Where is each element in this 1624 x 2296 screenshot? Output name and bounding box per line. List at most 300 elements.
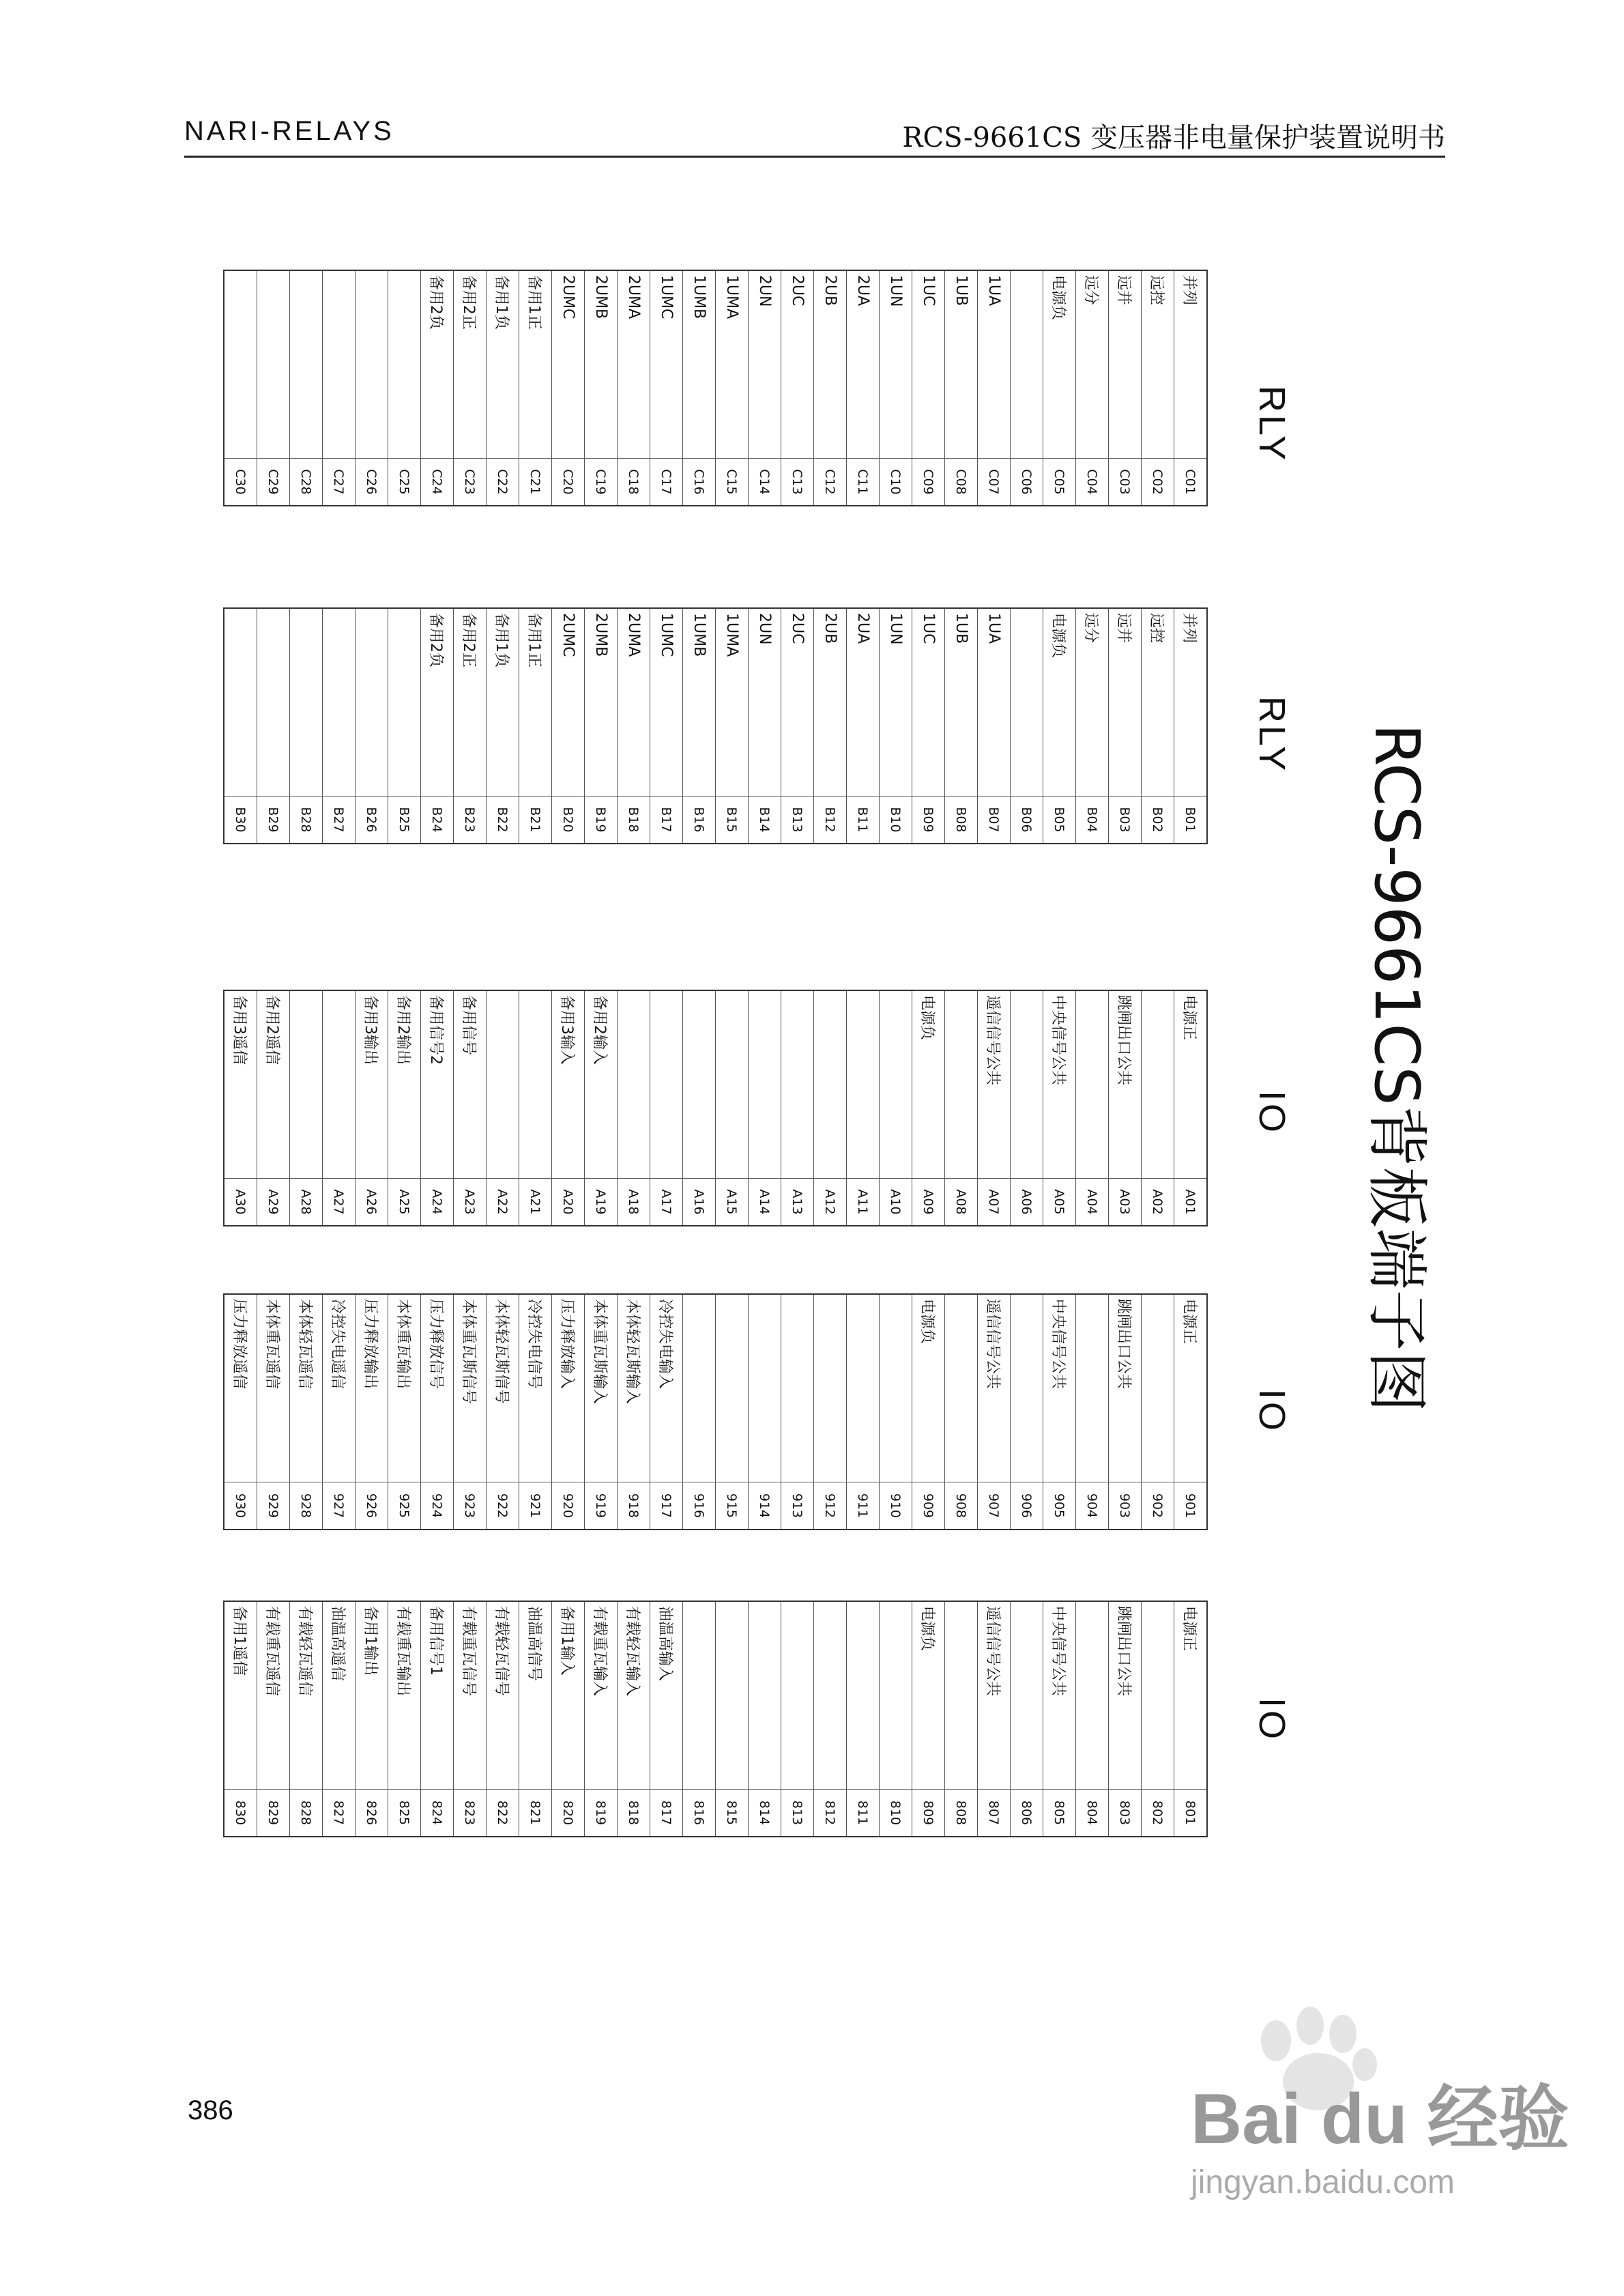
table-row [290, 608, 323, 844]
table-row [683, 1294, 716, 1530]
table-row [650, 1294, 683, 1530]
terminal-pin-id: C14 [749, 459, 781, 506]
terminal-signal-name: 备用3输入 [552, 990, 585, 1179]
terminal-pin-id: A03 [1109, 1179, 1142, 1226]
terminal-pin-id: 924 [421, 1482, 454, 1530]
terminal-pin-id: C10 [880, 459, 912, 506]
terminal-signal-name: 电源负 [1043, 270, 1076, 459]
table-row [519, 1601, 552, 1837]
terminal-signal-name: 备用1输出 [356, 1601, 388, 1790]
terminal-pin-id: B21 [519, 797, 552, 844]
terminal-signal-name: 2UC [781, 608, 814, 797]
terminal-signal-name: 本体轻瓦斯信号 [487, 1294, 519, 1482]
table-row [716, 990, 749, 1226]
table-row [224, 608, 257, 844]
table-row [814, 270, 847, 506]
table-row [290, 1601, 323, 1837]
terminal-signal-name [1076, 1294, 1109, 1482]
terminal-pin-id: B09 [912, 797, 945, 844]
terminal-pin-id: 803 [1109, 1790, 1142, 1837]
terminal-signal-name: 2UN [749, 270, 781, 459]
table-row [356, 1294, 388, 1530]
terminal-pin-id: 814 [749, 1790, 781, 1837]
terminal-signal-name [683, 1601, 716, 1790]
terminal-pin-id: C18 [618, 459, 650, 506]
terminal-signal-name [323, 270, 356, 459]
terminal-signal-name [749, 1601, 781, 1790]
table-row [814, 1294, 847, 1530]
block-label: RLY [1251, 386, 1292, 463]
terminal-pin-id: 811 [847, 1790, 880, 1837]
terminal-pin-id: B03 [1109, 797, 1142, 844]
table-row [1174, 270, 1208, 506]
terminal-pin-id: B11 [847, 797, 880, 844]
table-row [1043, 1601, 1076, 1837]
terminal-signal-name: 1UN [880, 270, 912, 459]
terminal-signal-name [880, 990, 912, 1179]
terminal-signal-name: 备用1正 [519, 608, 552, 797]
terminal-signal-name: 备用1负 [487, 608, 519, 797]
terminal-pin-id: A29 [257, 1179, 290, 1226]
table-row [454, 608, 487, 844]
table-row [978, 1601, 1011, 1837]
terminal-pin-id: 829 [257, 1790, 290, 1837]
block-label: IO [1251, 1389, 1292, 1434]
terminal-signal-name: 压力释放信号 [421, 1294, 454, 1482]
terminal-pin-id: 914 [749, 1482, 781, 1530]
terminal-pin-id: 830 [224, 1790, 257, 1837]
terminal-signal-name: 备用信号2 [421, 990, 454, 1179]
terminal-signal-name: 远分 [1076, 270, 1109, 459]
terminal-pin-id: C06 [1011, 459, 1043, 506]
terminal-signal-name: 有载重瓦输出 [388, 1601, 421, 1790]
terminal-signal-name: 本体重瓦输出 [388, 1294, 421, 1482]
terminal-signal-name: 2UMA [618, 608, 650, 797]
table-row [1109, 990, 1142, 1226]
table-row [781, 608, 814, 844]
terminal-pin-id: 822 [487, 1790, 519, 1837]
terminal-pin-id: C22 [487, 459, 519, 506]
terminal-pin-id: 801 [1174, 1790, 1208, 1837]
terminal-pin-id: B28 [290, 797, 323, 844]
terminal-pin-id: 820 [552, 1790, 585, 1837]
terminal-table [223, 1293, 1208, 1530]
terminal-signal-name: 并列 [1174, 270, 1208, 459]
table-row [356, 608, 388, 844]
terminal-pin-id: C28 [290, 459, 323, 506]
table-row [945, 608, 978, 844]
terminal-pin-id: C15 [716, 459, 749, 506]
terminal-pin-id: C12 [814, 459, 847, 506]
terminal-signal-name: 备用1正 [519, 270, 552, 459]
table-row [552, 270, 585, 506]
terminal-signal-name: 冷控失电信号 [519, 1294, 552, 1482]
terminal-signal-name [257, 270, 290, 459]
terminal-signal-name: 备用1遥信 [224, 1601, 257, 1790]
terminal-signal-name: 有载轻瓦遥信 [290, 1601, 323, 1790]
terminal-signal-name: 遥信信号公共 [978, 1601, 1011, 1790]
terminal-pin-id: A02 [1142, 1179, 1174, 1226]
terminal-signal-name [388, 270, 421, 459]
terminal-signal-name [1142, 1294, 1174, 1482]
terminal-signal-name: 1UA [978, 270, 1011, 459]
watermark-url: jingyan.baidu.com [1191, 2164, 1455, 2200]
terminal-pin-id: 915 [716, 1482, 749, 1530]
terminal-signal-name [814, 990, 847, 1179]
terminal-pin-id: 917 [650, 1482, 683, 1530]
terminal-signal-name [1076, 990, 1109, 1179]
terminal-signal-name: 2UA [847, 270, 880, 459]
terminal-pin-id: C13 [781, 459, 814, 506]
terminal-signal-name: 跳闸出口公共 [1109, 1294, 1142, 1482]
table-row [1142, 270, 1174, 506]
table-row [1011, 608, 1043, 844]
terminal-signal-name: 远并 [1109, 270, 1142, 459]
terminal-pin-id: A06 [1011, 1179, 1043, 1226]
terminal-signal-name [945, 990, 978, 1179]
terminal-signal-name [1011, 990, 1043, 1179]
terminal-pin-id: 916 [683, 1482, 716, 1530]
terminal-pin-id: 807 [978, 1790, 1011, 1837]
terminal-signal-name: 备用2输出 [388, 990, 421, 1179]
table-row [323, 1601, 356, 1837]
table-row [912, 1601, 945, 1837]
terminal-signal-name [257, 608, 290, 797]
table-row [945, 270, 978, 506]
terminal-signal-name: 2UMB [585, 270, 618, 459]
terminal-pin-id: 823 [454, 1790, 487, 1837]
terminal-pin-id: B15 [716, 797, 749, 844]
table-row [650, 1601, 683, 1837]
terminal-pin-id: C19 [585, 459, 618, 506]
table-row [749, 1294, 781, 1530]
table-row [487, 1294, 519, 1530]
table-row [978, 990, 1011, 1226]
terminal-signal-name [356, 270, 388, 459]
table-row [781, 1601, 814, 1837]
terminal-signal-name: 远并 [1109, 608, 1142, 797]
table-row [1011, 1601, 1043, 1837]
terminal-pin-id: 821 [519, 1790, 552, 1837]
terminal-pin-id: A10 [880, 1179, 912, 1226]
terminal-pin-id: B18 [618, 797, 650, 844]
terminal-signal-name [290, 990, 323, 1179]
table-row [224, 1294, 257, 1530]
table-row [912, 990, 945, 1226]
terminal-signal-name: 1UMA [716, 608, 749, 797]
terminal-signal-name [847, 990, 880, 1179]
table-row [1043, 270, 1076, 506]
terminal-signal-name [716, 990, 749, 1179]
terminal-signal-name: 压力释放遥信 [224, 1294, 257, 1482]
table-row [1142, 608, 1174, 844]
terminal-signal-name: 跳闸出口公共 [1109, 1601, 1142, 1790]
table-row [650, 608, 683, 844]
terminal-signal-name [1142, 990, 1174, 1179]
terminal-pin-id: B04 [1076, 797, 1109, 844]
terminal-pin-id: C26 [356, 459, 388, 506]
terminal-signal-name: 电源负 [912, 1601, 945, 1790]
terminal-signal-name: 备用2正 [454, 270, 487, 459]
terminal-pin-id: 919 [585, 1482, 618, 1530]
terminal-pin-id: C01 [1174, 459, 1208, 506]
table-row [847, 990, 880, 1226]
table-row [880, 990, 912, 1226]
table-row [880, 1601, 912, 1837]
terminal-pin-id: 926 [356, 1482, 388, 1530]
page-number: 386 [188, 2095, 233, 2125]
table-row [978, 270, 1011, 506]
terminal-pin-id: 923 [454, 1482, 487, 1530]
table-row [290, 990, 323, 1226]
table-row [1174, 1601, 1208, 1837]
table-row [257, 990, 290, 1226]
terminal-signal-name: 冷控失电遥信 [323, 1294, 356, 1482]
terminal-table [223, 1601, 1208, 1837]
terminal-signal-name: 1UA [978, 608, 1011, 797]
table-row [1142, 1294, 1174, 1530]
terminal-signal-name: 冷控失电输入 [650, 1294, 683, 1482]
table-row [388, 608, 421, 844]
terminal-table [223, 990, 1208, 1226]
terminal-signal-name: 2UMA [618, 270, 650, 459]
table-row [356, 1601, 388, 1837]
table-row [847, 1601, 880, 1837]
table-row [552, 990, 585, 1226]
terminal-signal-name: 备用信号1 [421, 1601, 454, 1790]
terminal-signal-name: 2UC [781, 270, 814, 459]
terminal-signal-name [290, 270, 323, 459]
block-label: RLY [1251, 696, 1292, 774]
terminal-pin-id: C23 [454, 459, 487, 506]
table-row [290, 1294, 323, 1530]
terminal-signal-name: 2UN [749, 608, 781, 797]
table-row [454, 270, 487, 506]
table-row [421, 1601, 454, 1837]
terminal-signal-name: 压力释放输入 [552, 1294, 585, 1482]
table-row [749, 270, 781, 506]
table-row [421, 990, 454, 1226]
terminal-signal-name: 有载重瓦信号 [454, 1601, 487, 1790]
terminal-signal-name: 1UB [945, 608, 978, 797]
terminal-pin-id: 921 [519, 1482, 552, 1530]
terminal-pin-id: 808 [945, 1790, 978, 1837]
terminal-signal-name: 电源负 [1043, 608, 1076, 797]
table-row [1011, 990, 1043, 1226]
terminal-signal-name: 本体重瓦遥信 [257, 1294, 290, 1482]
terminal-signal-name: 有载重瓦遥信 [257, 1601, 290, 1790]
terminal-signal-name: 油温高信号 [519, 1601, 552, 1790]
terminal-pin-id: 913 [781, 1482, 814, 1530]
terminal-signal-name: 压力释放输出 [356, 1294, 388, 1482]
table-row [552, 1601, 585, 1837]
terminal-signal-name: 本体轻瓦斯输入 [618, 1294, 650, 1482]
block-label: IO [1251, 1091, 1292, 1136]
table-row [585, 1294, 618, 1530]
terminal-pin-id: A04 [1076, 1179, 1109, 1226]
terminal-signal-name: 有载轻瓦信号 [487, 1601, 519, 1790]
table-row [978, 1294, 1011, 1530]
table-row [912, 1294, 945, 1530]
terminal-pin-id: C09 [912, 459, 945, 506]
terminal-pin-id: A18 [618, 1179, 650, 1226]
table-row [749, 1601, 781, 1837]
table-row [945, 1294, 978, 1530]
terminal-signal-name: 备用3输出 [356, 990, 388, 1179]
terminal-signal-name [683, 1294, 716, 1482]
terminal-pin-id: 813 [781, 1790, 814, 1837]
terminal-pin-id: 812 [814, 1790, 847, 1837]
terminal-pin-id: B29 [257, 797, 290, 844]
table-row [290, 270, 323, 506]
terminal-pin-id: 910 [880, 1482, 912, 1530]
table-row [1011, 1294, 1043, 1530]
terminal-pin-id: C27 [323, 459, 356, 506]
table-row [880, 608, 912, 844]
terminal-signal-name [749, 1294, 781, 1482]
terminal-pin-id: A14 [749, 1179, 781, 1226]
table-row [618, 1601, 650, 1837]
table-row [716, 608, 749, 844]
terminal-pin-id: 929 [257, 1482, 290, 1530]
terminal-pin-id: C17 [650, 459, 683, 506]
terminal-signal-name: 备用2输入 [585, 990, 618, 1179]
terminal-pin-id: 802 [1142, 1790, 1174, 1837]
table-row [1076, 270, 1109, 506]
terminal-pin-id: B26 [356, 797, 388, 844]
table-row [356, 990, 388, 1226]
terminal-signal-name: 2UMC [552, 270, 585, 459]
terminal-pin-id: C29 [257, 459, 290, 506]
terminal-signal-name [356, 608, 388, 797]
diagram-title: RCS-9661CS背板端子图 [1361, 723, 1432, 1413]
terminal-signal-name: 中央信号公共 [1043, 1601, 1076, 1790]
terminal-pin-id: A09 [912, 1179, 945, 1226]
table-row [880, 1294, 912, 1530]
table-row [323, 608, 356, 844]
terminal-pin-id: 824 [421, 1790, 454, 1837]
table-row [388, 1294, 421, 1530]
terminal-pin-id: B25 [388, 797, 421, 844]
header-document-title: RCS-9661CS 变压器非电量保护装置说明书 [902, 122, 1445, 154]
block-label: IO [1251, 1697, 1292, 1742]
terminal-pin-id: B19 [585, 797, 618, 844]
terminal-signal-name [388, 608, 421, 797]
terminal-signal-name: 并列 [1174, 608, 1208, 797]
terminal-pin-id: C16 [683, 459, 716, 506]
terminal-pin-id: A26 [356, 1179, 388, 1226]
terminal-signal-name: 备用2负 [421, 270, 454, 459]
table-row [519, 270, 552, 506]
terminal-signal-name: 遥信信号公共 [978, 1294, 1011, 1482]
terminal-pin-id: A11 [847, 1179, 880, 1226]
terminal-pin-id: C30 [224, 459, 257, 506]
table-row [1076, 1601, 1109, 1837]
terminal-pin-id: B14 [749, 797, 781, 844]
table-row [421, 270, 454, 506]
table-row [323, 1294, 356, 1530]
terminal-signal-name [945, 1601, 978, 1790]
terminal-signal-name: 备用1输入 [552, 1601, 585, 1790]
terminal-signal-name [781, 1601, 814, 1790]
terminal-pin-id: A21 [519, 1179, 552, 1226]
terminal-signal-name: 1UMB [683, 608, 716, 797]
terminal-pin-id: A05 [1043, 1179, 1076, 1226]
terminal-pin-id: B05 [1043, 797, 1076, 844]
table-row [224, 1601, 257, 1837]
table-row [257, 608, 290, 844]
header-left-brand: NARI-RELAYS [184, 116, 394, 146]
terminal-pin-id: 901 [1174, 1482, 1208, 1530]
table-row [1174, 990, 1208, 1226]
terminal-signal-name: 1UB [945, 270, 978, 459]
terminal-pin-id: B17 [650, 797, 683, 844]
terminal-signal-name [749, 990, 781, 1179]
terminal-signal-name [847, 1601, 880, 1790]
table-row [1076, 990, 1109, 1226]
terminal-pin-id: B27 [323, 797, 356, 844]
terminal-signal-name [323, 608, 356, 797]
table-row [257, 1294, 290, 1530]
terminal-signal-name: 远分 [1076, 608, 1109, 797]
terminal-pin-id: C02 [1142, 459, 1174, 506]
table-row [880, 270, 912, 506]
terminal-pin-id: 930 [224, 1482, 257, 1530]
terminal-pin-id: 904 [1076, 1482, 1109, 1530]
terminal-pin-id: A24 [421, 1179, 454, 1226]
terminal-signal-name: 1UMC [650, 608, 683, 797]
terminal-pin-id: C07 [978, 459, 1011, 506]
terminal-pin-id: A28 [290, 1179, 323, 1226]
table-row [1109, 608, 1142, 844]
table-row [814, 990, 847, 1226]
terminal-pin-id: B12 [814, 797, 847, 844]
terminal-signal-name: 2UB [814, 270, 847, 459]
terminal-pin-id: B20 [552, 797, 585, 844]
terminal-pin-id: A07 [978, 1179, 1011, 1226]
table-row [552, 608, 585, 844]
terminal-pin-id: A08 [945, 1179, 978, 1226]
terminal-signal-name [618, 990, 650, 1179]
terminal-pin-id: 909 [912, 1482, 945, 1530]
table-row [1109, 1601, 1142, 1837]
terminal-pin-id: 804 [1076, 1790, 1109, 1837]
table-row [1174, 1294, 1208, 1530]
terminal-pin-id: B07 [978, 797, 1011, 844]
table-row [1142, 1601, 1174, 1837]
terminal-pin-id: A20 [552, 1179, 585, 1226]
table-row [781, 1294, 814, 1530]
table-row [1109, 1294, 1142, 1530]
terminal-pin-id: A17 [650, 1179, 683, 1226]
terminal-pin-id: 903 [1109, 1482, 1142, 1530]
terminal-pin-id: 906 [1011, 1482, 1043, 1530]
terminal-signal-name: 电源负 [912, 990, 945, 1179]
terminal-signal-name: 备用2遥信 [257, 990, 290, 1179]
terminal-pin-id: B13 [781, 797, 814, 844]
terminal-pin-id: 806 [1011, 1790, 1043, 1837]
table-row [1076, 608, 1109, 844]
terminal-pin-id: A30 [224, 1179, 257, 1226]
terminal-table [223, 270, 1208, 506]
table-row [716, 1601, 749, 1837]
terminal-signal-name [224, 608, 257, 797]
table-row [487, 990, 519, 1226]
terminal-pin-id: B24 [421, 797, 454, 844]
terminal-pin-id: A25 [388, 1179, 421, 1226]
terminal-pin-id: C08 [945, 459, 978, 506]
terminal-pin-id: A13 [781, 1179, 814, 1226]
